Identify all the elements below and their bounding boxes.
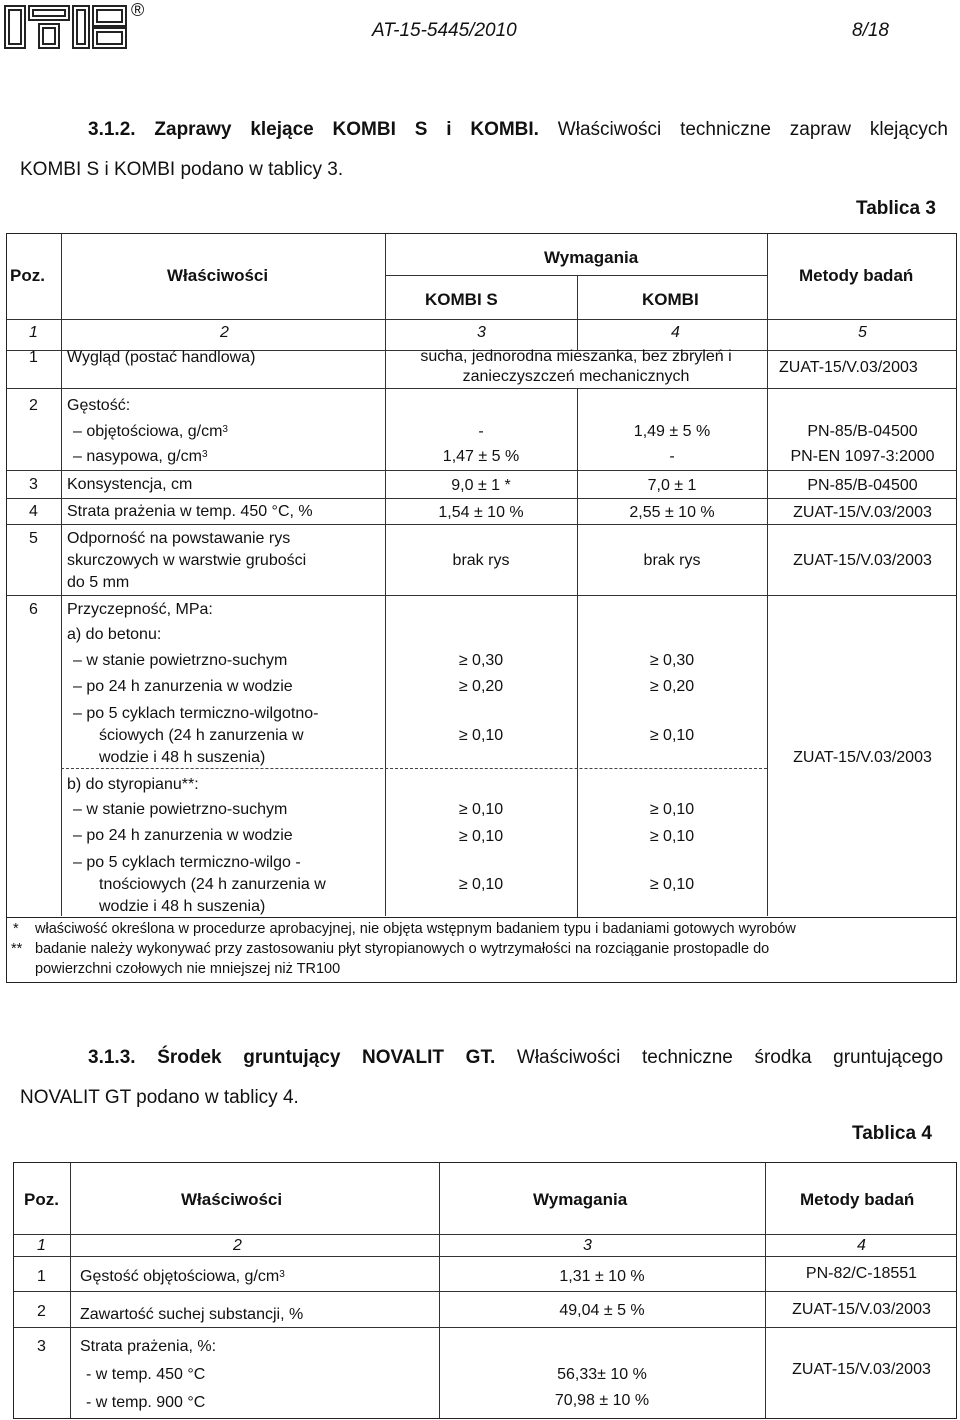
table-row-4-kombi: 2,55 ± 10 % xyxy=(629,504,715,521)
table-row-4-no: 4 xyxy=(29,503,38,520)
col-poz-header: Poz. xyxy=(10,266,45,285)
footnote-2-line1: badanie należy wykonywać przy zastosowaniu płyt styropianowych o wytrzymałości na rozciąganie prostopadle do xyxy=(35,941,770,957)
table-row-6-a1-kombi: ≥ 0,30 xyxy=(649,652,695,669)
col-methods-header: Metody badań xyxy=(799,266,914,285)
table4 xyxy=(13,1162,957,1419)
section-312-line2: KOMBI S i KOMBI podano w tablicy 3. xyxy=(20,159,344,180)
table-row-6-b3-kombi: ≥ 0,10 xyxy=(649,876,695,893)
section-312-line1: 3.1.2. Zaprawy klejące KOMBI S i KOMBI. Właściwości techniczne zapraw klejących xyxy=(88,119,948,140)
table3 xyxy=(6,233,957,983)
colnum-2: 2 xyxy=(220,324,229,341)
table-row-6-a3-line3: wodzie i 48 h suszenia) xyxy=(99,749,266,766)
table-row-5-kombi: brak rys xyxy=(643,552,701,569)
table-row-2-sub1: – objętościowa, $g/cm^3$ xyxy=(73,423,228,440)
t4-col-poz-header: Poz. xyxy=(24,1190,59,1209)
t4-row-3-sub2: - w temp. 900 °C xyxy=(86,1394,206,1411)
table-row-2-sub2: – nasypowa, $g/cm^3$ xyxy=(73,448,208,465)
table-row-5-method: ZUAT-15/V.03/2003 xyxy=(793,552,932,569)
table-row-3-prop: Konsystencja, cm xyxy=(67,476,193,493)
t4-row-1-no: 1 xyxy=(37,1268,46,1285)
table-row-6-b1-kombi: ≥ 0,10 xyxy=(649,801,695,818)
table-row-6-a3-line2: ściowych (24 h zanurzenia w xyxy=(99,727,304,744)
table-row-5-prop-line1: Odporność na powstawanie rys xyxy=(67,530,291,547)
t4-colnum-2: 2 xyxy=(233,1237,242,1254)
page-number: 8/18 xyxy=(852,20,889,41)
t4-row-1-prop: Gęstość objętościowa, $g/cm^3$ xyxy=(80,1268,285,1285)
table-row-2-sub2-method: PN-EN 1097-3:2000 xyxy=(790,448,935,465)
table-row-2-prop: Gęstość: xyxy=(67,397,131,414)
table-row-2-sub1-method: PN-85/B-04500 xyxy=(807,423,918,440)
section-313-line1: 3.1.3. Środek gruntujący NOVALIT GT. Właściwości techniczne środka gruntującego xyxy=(88,1047,944,1068)
section-313-line2: NOVALIT GT podano w tablicy 4. xyxy=(20,1087,299,1108)
t4-row-2-req: 49,04 ± 5 % xyxy=(559,1302,645,1319)
table-row-6-b3-line3: wodzie i 48 h suszenia) xyxy=(99,898,266,915)
registered-mark: ® xyxy=(131,0,145,20)
table-row-5-prop-line2: skurczowych w warstwie grubości xyxy=(67,552,307,569)
table-row-6-prop: Przyczepność, MPa: xyxy=(67,601,213,618)
table-row-1-method: ZUAT-15/V.03/2003 xyxy=(779,359,918,376)
table-row-1-req-line2: zanieczyszczeń mechanicznych xyxy=(462,368,690,385)
col-kombis-header: KOMBI S xyxy=(425,290,498,309)
table-row-2-no: 2 xyxy=(29,397,38,414)
table-row-6-b1-kombis: ≥ 0,10 xyxy=(458,801,504,818)
table-row-6-b3-line1: – po 5 cyklach termiczno-wilgo - xyxy=(73,854,301,871)
colnum-1: 1 xyxy=(29,324,38,341)
table-row-3-kombis: 9,0 ± 1 * xyxy=(451,477,511,494)
t4-col-methods-header: Metody badań xyxy=(800,1190,915,1209)
table-row-4-method: ZUAT-15/V.03/2003 xyxy=(793,504,932,521)
table-row-3-method: PN-85/B-04500 xyxy=(807,477,918,494)
section-313-heading: 3.1.3. Środek gruntujący NOVALIT GT. xyxy=(88,1047,496,1068)
table-row-3-no: 3 xyxy=(29,476,38,493)
t4-row-3-sub1-req: 56,33± 10 % xyxy=(557,1366,647,1383)
t4-colnum-4: 4 xyxy=(857,1237,866,1254)
table-row-6-a2-kombis: ≥ 0,20 xyxy=(458,678,504,695)
t4-row-1-req: 1,31 ± 10 % xyxy=(559,1268,645,1285)
table-row-3-kombi: 7,0 ± 1 xyxy=(647,477,697,494)
t4-col-requirements-header: Wymagania xyxy=(533,1190,628,1209)
t4-row-3-method: ZUAT-15/V.03/2003 xyxy=(792,1361,931,1378)
t4-row-2-method: ZUAT-15/V.03/2003 xyxy=(792,1301,931,1318)
document-number: AT-15-5445/2010 xyxy=(372,20,517,41)
table-row-5-no: 5 xyxy=(29,530,38,547)
table-row-6-b2-kombis: ≥ 0,10 xyxy=(458,828,504,845)
t4-row-3-prop: Strata prażenia, %: xyxy=(80,1338,217,1355)
table-row-6-method: ZUAT-15/V.03/2003 xyxy=(793,749,932,766)
table-row-5-kombis: brak rys xyxy=(452,552,510,569)
colnum-5: 5 xyxy=(858,324,867,341)
t4-row-3-sub1: - w temp. 450 °C xyxy=(86,1366,206,1383)
itb-logo xyxy=(4,4,128,50)
t4-row-3-sub2-req: 70,98 ± 10 % xyxy=(554,1392,650,1409)
table-row-1-no: 1 xyxy=(29,349,38,366)
colnum-4: 4 xyxy=(671,324,680,341)
table-row-6-b2-kombi: ≥ 0,10 xyxy=(649,828,695,845)
table-row-6-a1: – w stanie powietrzno-suchym xyxy=(73,652,288,669)
table-row-1-req-line1: sucha, jednorodna mieszanka, bez zbryleń i xyxy=(420,348,732,365)
table-row-1-prop: Wygląd (postać handlowa) xyxy=(67,349,256,366)
t4-row-2-prop: Zawartość suchej substancji, % xyxy=(80,1306,304,1323)
footnote-1-mark: * xyxy=(13,921,19,937)
table-row-2-sub2-kombis: 1,47 ± 5 % xyxy=(442,448,520,465)
t4-col-props-header: Właściwości xyxy=(181,1190,283,1209)
table-row-6-no: 6 xyxy=(29,601,38,618)
t4-row-1-method: PN-82/C-18551 xyxy=(805,1265,918,1282)
table-row-6-b3-kombis: ≥ 0,10 xyxy=(458,876,504,893)
table4-title: Tablica 4 xyxy=(852,1123,932,1144)
table3-title: Tablica 3 xyxy=(856,198,936,219)
table-row-2-sub1-kombi: 1,49 ± 5 % xyxy=(633,423,711,440)
table-row-6-a3-line1: – po 5 cyklach termiczno-wilgotno- xyxy=(73,705,319,722)
t4-colnum-1: 1 xyxy=(37,1237,46,1254)
footnote-1: właściwość określona w procedurze aprobacyjnej, nie objęta wstępnym badaniem typu i badaniami gotowych wyrobów xyxy=(35,921,796,937)
table-row-6-a2: – po 24 h zanurzenia w wodzie xyxy=(73,678,293,695)
table-row-6-b1: – w stanie powietrzno-suchym xyxy=(73,801,288,818)
table-row-6-a2-kombi: ≥ 0,20 xyxy=(649,678,695,695)
footnote-2-mark: ** xyxy=(11,941,23,957)
table-row-2-sub1-kombis: - xyxy=(478,423,484,440)
col-requirements-header: Wymagania xyxy=(544,248,639,267)
section-312-heading: 3.1.2. Zaprawy klejące KOMBI S i KOMBI. xyxy=(88,119,539,140)
table-row-2-sub2-kombi: - xyxy=(669,448,675,465)
col-kombi-header: KOMBI xyxy=(642,290,699,309)
table-row-6-a3-kombis: ≥ 0,10 xyxy=(458,727,504,744)
t4-colnum-3: 3 xyxy=(583,1237,592,1254)
table-row-6-b3-line2: tnościowych (24 h zanurzenia w xyxy=(99,876,326,893)
table-row-6-a1-kombis: ≥ 0,30 xyxy=(458,652,504,669)
col-props-header: Właściwości xyxy=(167,266,269,285)
table-row-6-a3-kombi: ≥ 0,10 xyxy=(649,727,695,744)
colnum-3: 3 xyxy=(477,324,486,341)
table-row-4-kombis: 1,54 ± 10 % xyxy=(438,504,524,521)
t4-row-2-no: 2 xyxy=(37,1303,46,1320)
footnote-2-line2: powierzchni czołowych nie mniejszej niż TR100 xyxy=(35,961,341,977)
table-row-6-b2: – po 24 h zanurzenia w wodzie xyxy=(73,827,293,844)
table-row-5-prop-line3: do 5 mm xyxy=(67,574,130,591)
table-row-6-a: a) do betonu: xyxy=(67,626,162,643)
t4-row-3-no: 3 xyxy=(37,1338,46,1355)
table-row-6-b: b) do styropianu**: xyxy=(67,776,199,793)
table-row-4-prop: Strata prażenia w temp. 450 °C, % xyxy=(67,503,313,520)
